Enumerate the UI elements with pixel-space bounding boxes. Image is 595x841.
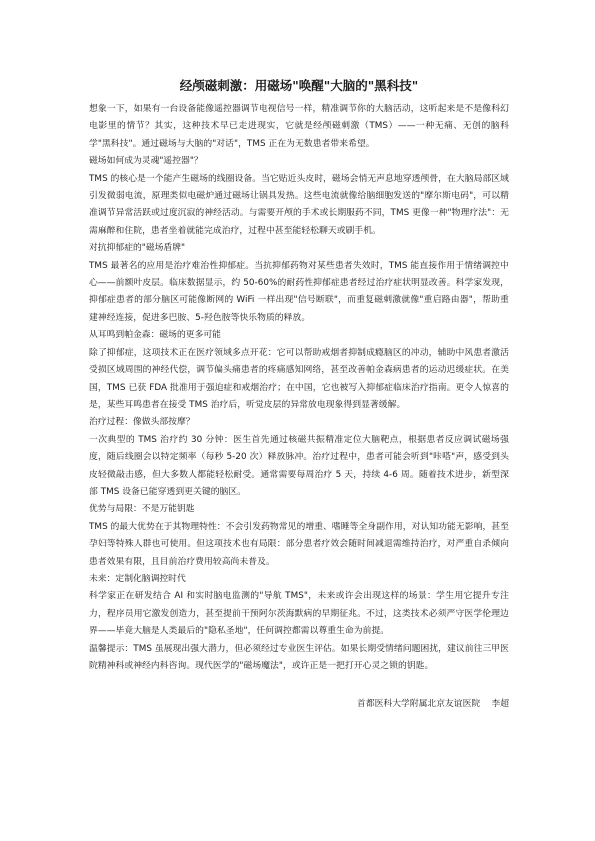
section-heading: 优势与局限：不是万能钥匙 <box>89 504 195 515</box>
section-body: 科学家正在研发结合 AI 和实时脑电监测的"导航 TMS"，未来或许会出现这样的场景：学生用它提升专注力，程序员用它激发创造力，甚至提前干预阿尔茨海默病的早期征兆。不过，这类技术必须严守医学伦理边界——毕竟大脑是人类最后的"隐私圣地"，任何调控都需以尊重生命为前提。 <box>89 591 509 637</box>
section-applications <box>89 327 509 414</box>
section-mechanism <box>89 153 509 240</box>
section-pros-cons <box>89 501 509 571</box>
author-name: 李超 <box>491 699 509 710</box>
section-body: 除了抑郁症，这项技术正在医疗领域多点开花：它可以帮助戒烟者抑制成瘾脑区的冲动，辅助中风患者激活受损区域周围的神经代偿，调节偏头痛患者的疼痛感知网络，甚至改善帕金森病患者的运动迟缓症状。在美国，TMS 已获 FDA 批准用于强迫症和戒烟治疗；在中国，它也被写入抑郁症临床治疗指南。更令人惊喜的是，某些耳鸣患者在接受 TMS 治疗后，听觉皮层的异常放电现象得到显著缓解。 <box>89 347 509 410</box>
signature <box>89 696 509 713</box>
author-affiliation: 首都医科大学附属北京友谊医院 <box>357 699 481 710</box>
section-future <box>89 571 509 641</box>
section-body: TMS 的核心是一个能产生磁场的线圈设备。当它贴近头皮时，磁场会悄无声息地穿透颅骨，在大脑局部区域引发微弱电流，原理类似电磁炉通过磁场让锅具发热。这些电流就像给脑细胞发送的"摩尔斯电码"，可以精准调节异常活跃或过度沉寂的神经活动。与需要开颅的手术或长期服药不同，TMS 更像一种"物理疗法"：无需麻醉和住院，患者坐着就能完成治疗，过程中甚至能轻松聊天或刷手机。 <box>89 173 509 236</box>
section-heading: 对抗抑郁症的"磁场盾牌" <box>89 243 186 254</box>
article <box>89 76 509 714</box>
section-body: 一次典型的 TMS 治疗约 30 分钟：医生首先通过核磁共振精准定位大脑靶点，根据患者反应调试磁场强度，随后线圈会以特定频率（每秒 5-20 次）释放脉冲。治疗过程中，患者可能会听到"咔嗒"声，感受到头皮轻微敲击感，但大多数人都能轻松耐受。通常需要每周治疗 5 天，持续 4-6 周。随着技术进步，新型深部 TMS 设备已能穿透到更关键的脑区。 <box>89 434 509 497</box>
section-heading: 磁场如何成为灵魂"遥控器"？ <box>89 156 203 167</box>
section-body: TMS 最著名的应用是治疗难治性抑郁症。当抗抑郁药物对某些患者失效时，TMS 能直接作用于情绪调控中心——前额叶皮层。临床数据显示，约 50-60%的耐药性抑郁症患者经过治疗症状明显改善。科学家发现，抑郁症患者的部分脑区可能像断网的 WiFi 一样出现"信号断联"，而重复磁刺激就像"重启路由器"，帮助重建神经连接，促进多巴胺、5-羟色胺等快乐物质的释放。 <box>89 260 509 323</box>
article-title: 经颅磁刺激：用磁场"唤醒"大脑的"黑科技" <box>179 78 419 93</box>
section-heading: 未来：定制化脑调控时代 <box>89 573 186 584</box>
section-procedure <box>89 414 509 501</box>
intro-paragraph: 想象一下，如果有一台设备能像遥控器调节电视信号一样，精准调节你的大脑活动，这听起来是不是像科幻电影里的情节？其实，这种技术早已走进现实，它就是经颅磁刺激（TMS）——一种无痛、无创的脑科学"黑科技"。通过磁场与大脑的"对话"，TMS 正在为无数患者带来希望。 <box>89 104 509 149</box>
section-heading: 治疗过程：像做头部按摩？ <box>89 417 195 428</box>
section-body: TMS 的最大优势在于其物理特性：不会引发药物常见的增重、嗜睡等全身副作用，对认知功能无影响，甚至孕妇等特殊人群也可使用。但这项技术也有局限：部分患者疗效会随时间减退需维持治疗，对严重自杀倾向患者效果有限，且目前治疗费用较高尚未普及。 <box>89 521 509 567</box>
closing-tip: 温馨提示：TMS 虽展现出强大潜力，但必须经过专业医生评估。如果长期受情绪问题困扰，建议前往三甲医院精神科或神经内科咨询。现代医学的"磁场魔法"，或许正是一把打开心灵之锁的钥匙。 <box>89 643 509 671</box>
section-heading: 从耳鸣到帕金森：磁场的更多可能 <box>89 330 221 341</box>
section-depression <box>89 240 509 327</box>
